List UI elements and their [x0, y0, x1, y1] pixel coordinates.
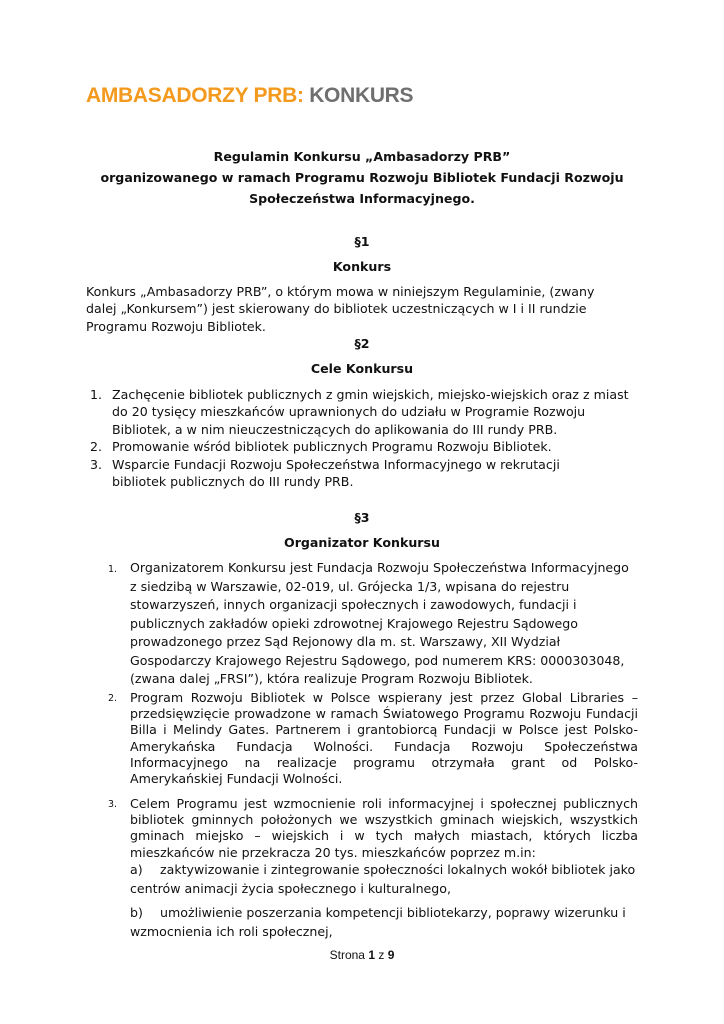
title-line-3: Społeczeństwa Informacyjnego.: [249, 191, 475, 206]
section-2-mark: §2: [354, 336, 370, 351]
title-line-2: organizowanego w ramach Programu Rozwoju Bibliotek Fundacji Rozwoju: [100, 170, 624, 185]
sub-list-item-text: zaktywizowanie i zintegrowanie społeczności lokalnych wokół bibliotek jako centrów animacji życia społecznego i kulturalnego,: [130, 862, 636, 896]
list-item-number: 3.: [90, 457, 103, 472]
list-item-text: Program Rozwoju Bibliotek w Polsce wspierany jest przez Global Libraries – przedsięwzięcie prowadzone w ramach Światowego Programu Rozwoju Fundacji Billa i Melindy Gates. Partnerem i grantobiorcą Fundacji w Polsce jest Polsko-Amerykańska Fundacja Wolności. Fundacja Rozwoju Społeczeństwa Informacyjnego na realizacje programu otrzymała grant od Polsko-Amerykańskiej Fundacji Wolności.: [130, 690, 638, 787]
list-item-text: Wsparcie Fundacji Rozwoju Społeczeństwa Informacyjnego w rekrutacji bibliotek publicznych do III rundy PRB.: [112, 457, 560, 490]
sub-list-item-letter: b): [130, 905, 143, 920]
sub-list-item: [130, 904, 638, 941]
section-2-heading: Cele Konkursu: [310, 361, 414, 376]
page-footer: [0, 948, 724, 962]
list-item: [108, 559, 638, 689]
list-item: [90, 456, 638, 491]
list-item-text: Promowanie wśród bibliotek publicznych Programu Rozwoju Bibliotek.: [112, 439, 552, 454]
list-item: [108, 690, 638, 787]
list-item-text: Organizatorem Konkursu jest Fundacja Rozwoju Społeczeństwa Informacyjnego z siedzibą w Warszawie, 02-019, ul. Grójecka 1/3, wpisana do rejestru stowarzyszeń, innych organizacji społecznych i zawodowych, fundacji i publicznych zakładów opieki zdrowotnej Krajowego Rejestru Sądowego prowadzonego przez Sąd Rejonowy dla m. st. Warszawy, XII Wydział Gospodarczy Krajowego Rejestru Sądowego, pod numerem KRS: 0000303048, (zwana dalej „FRSI”), która realizuje Program Rozwoju Bibliotek.: [130, 560, 629, 686]
section-3-mark: §3: [354, 510, 370, 525]
list-item-number: 3.: [108, 799, 118, 810]
list-item-number: 2.: [108, 693, 118, 704]
brand-name: AMBASADORZY PRB:: [86, 84, 304, 107]
footer-label: Strona: [329, 948, 369, 962]
section-1-heading: Konkurs: [332, 259, 392, 274]
brand-header: [86, 84, 413, 108]
list-item-number: 1.: [108, 564, 118, 575]
list-item-number: 2.: [90, 439, 103, 454]
section-1-text: Konkurs „Ambasadorzy PRB”, o którym mowa w niniejszym Regulaminie, (zwany dalej „Konkursem”) jest skierowany do bibliotek uczestniczących w I i II rundzie Programu Rozwoju Bibliotek.: [86, 284, 595, 334]
sub-list-item-letter: a): [130, 862, 143, 877]
sub-list-item: [130, 861, 638, 898]
title-line-1: Regulamin Konkursu „Ambasadorzy PRB”: [213, 149, 511, 164]
section-1-mark: §1: [354, 234, 370, 249]
section-3-heading: Organizator Konkursu: [284, 535, 440, 550]
list-item: [108, 796, 638, 861]
list-item-text: Celem Programu jest wzmocnienie roli informacyjnej i społecznej publicznych bibliotek gminnych położonych we wszystkich gminach wiejskich, wszystkich gminach miejsko – wiejskich i w tych małych miastach, których liczba mieszkańców nie przekracza 20 tys. mieszkańców poprzez m.in:: [130, 796, 638, 860]
list-item-number: 1.: [90, 387, 103, 402]
list-item: [90, 386, 638, 438]
document-title: [80, 146, 644, 209]
current-page-number: 1: [368, 948, 376, 962]
list-item: [90, 438, 638, 455]
sub-list-item-text: umożliwienie poszerzania kompetencji bibliotekarzy, poprawy wizerunku i wzmocnienia ich roli społecznej,: [130, 905, 626, 939]
footer-separator: z: [375, 948, 388, 962]
total-pages-number: 9: [387, 948, 395, 962]
brand-section: KONKURS: [303, 84, 414, 107]
list-item-text: Zachęcenie bibliotek publicznych z gmin wiejskich, miejsko-wiejskich oraz z miast do 20 tysięcy mieszkańców uprawnionych do udziału w Programie Rozwoju Bibliotek, a w nim nieuczestniczących do aplikowania do III rundy PRB.: [112, 387, 629, 437]
